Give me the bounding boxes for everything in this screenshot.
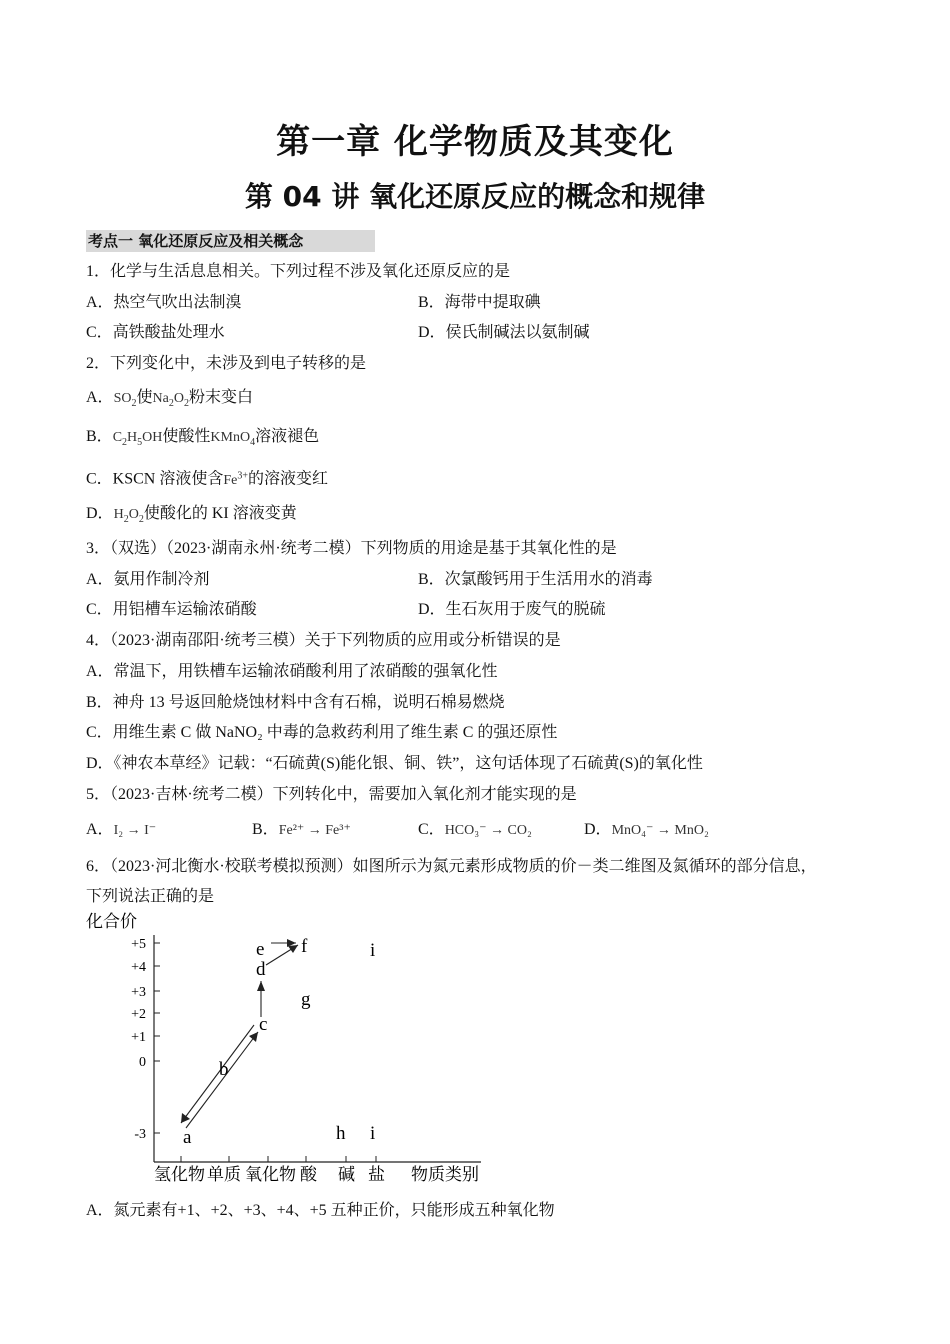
question-5-stem: 5．（2023·吉林·统考二模）下列转化中，需要加入氧化剂才能实现的是 [86, 786, 577, 803]
q5-option-c: C．HCO₃⁻ → CO₂ [418, 821, 532, 838]
arrowheads [181, 939, 298, 1123]
y-tick-label: +2 [131, 1007, 146, 1022]
point-label-i: i [370, 1123, 376, 1144]
arrows [181, 943, 298, 1128]
question-6-stem: 6．（2023·河北衡水·校联考模拟预测）如图所示为氮元素形成物质的价－类二维图及氮循环的部分信息， [86, 858, 817, 875]
y-tick-label: -3 [134, 1127, 146, 1142]
q4-option-b: B．神舟 13 号返回舱烧蚀材料中含有石棉，说明石棉易燃烧 [86, 694, 505, 711]
section-heading: 考点一 氧化还原反应及相关概念 [86, 230, 375, 252]
q4-option-d: D．《神农本草经》记载：“石硫黄(S)能化银、铜、铁”，这句话体现了石硫黄(S)的氧化性 [86, 755, 703, 772]
question-2-stem: 2．下列变化中，未涉及到电子转移的是 [86, 355, 367, 372]
y-tick-label: 0 [139, 1055, 146, 1070]
point-label-g: g [301, 989, 311, 1010]
q3-option-b: B．次氯酸钙用于生活用水的消毒 [418, 571, 653, 588]
y-tick-label: +1 [131, 1030, 146, 1045]
question-1-stem: 1．化学与生活息息相关。下列过程不涉及氧化还原反应的是 [86, 263, 511, 280]
x-tick-label: 氢化物 [154, 1165, 205, 1184]
q2-option-b: B．$C_2H_5OH$使酸性KMnO$_4$溶液褪色 [86, 428, 320, 448]
q2-option-c: C．KSCN 溶液使含$Fe^{3+}$的溶液变红 [86, 470, 329, 488]
formula: KMnO$_4$ [210, 430, 256, 448]
formula: Fe²⁺ → Fe³⁺ [278, 823, 351, 838]
formula: $SO_2$ [113, 391, 137, 409]
q1-option-d: D．侯氏制碱法以氨制碱 [418, 324, 590, 341]
y-tick-label: +4 [131, 960, 146, 975]
q5-option-b: B．Fe²⁺ → Fe³⁺ [252, 821, 351, 838]
x-tick-label: 氧化物 [245, 1165, 296, 1184]
option-label: A． [86, 389, 114, 406]
formula: $H_2O_2$ [113, 507, 144, 525]
point-label-e: e [256, 939, 265, 960]
valence-class-chart [86, 905, 506, 1190]
q2-option-d: D．$H_2O_2$使酸化的 KI 溶液变黄 [86, 505, 297, 525]
arrow-c-to-a [181, 1025, 254, 1123]
q6-option-a: A．氮元素有+1、+2、+3、+4、+5 五种正价，只能形成五种氧化物 [86, 1202, 555, 1219]
formula: $Fe^{3+}$ [223, 470, 248, 488]
point-label-d: d [256, 959, 266, 980]
y-axis-label: 化合价 [86, 912, 137, 931]
q4-option-c: C．用维生素 C 做 NaNO₂ 中毒的急救药利用了维生素 C 的强还原性 [86, 724, 558, 741]
q3-option-d: D．生石灰用于废气的脱硫 [418, 601, 606, 618]
q5-option-d: D．MnO₄⁻ → MnO₂ [584, 821, 709, 838]
q2-option-a: A．$SO_2$使$Na_2O_2$粉末变白 [86, 389, 253, 409]
x-tick-label: 碱 [338, 1165, 355, 1184]
y-tick-label: +3 [131, 985, 146, 1000]
point-label-i: i [370, 940, 376, 961]
point-label-b: b [219, 1059, 229, 1080]
x-tick-label: 单质 [207, 1165, 241, 1184]
point-label-a: a [183, 1127, 192, 1148]
q1-option-c: C．高铁酸盐处理水 [86, 324, 225, 341]
point-label-h: h [336, 1123, 346, 1144]
x-tick-label: 酸 [300, 1165, 317, 1184]
lecture-title: 第 04 讲 氧化还原反应的概念和规律 [244, 180, 706, 213]
point-label-c: c [259, 1014, 268, 1035]
chapter-title: 第一章 化学物质及其变化 [276, 122, 674, 162]
point-label-f: f [301, 936, 308, 957]
q1-option-a: A．热空气吹出法制溴 [86, 294, 242, 311]
arrow-a-to-c [186, 1032, 258, 1128]
x-axis-label: 物质类别 [411, 1165, 479, 1184]
formula: $C_2H_5OH$ [112, 430, 163, 448]
q5-option-a: A．I₂ → I⁻ [86, 821, 157, 838]
formula: $Na_2O_2$ [152, 391, 189, 409]
q3-option-c: C．用铝槽车运输浓硝酸 [86, 601, 257, 618]
q4-option-a: A．常温下，用铁槽车运输浓硝酸利用了浓硝酸的强氧化性 [86, 663, 498, 680]
formula: HCO₃⁻ → CO₂ [444, 823, 532, 838]
formula: I₂ → I⁻ [113, 823, 157, 838]
formula: MnO₄⁻ → MnO₂ [611, 823, 709, 838]
question-3-stem: 3．（双选）（2023·湖南永州·统考二模）下列物质的用途是基于其氧化性的是 [86, 540, 617, 557]
question-4-stem: 4．（2023·湖南邵阳·统考三模）关于下列物质的应用或分析错误的是 [86, 632, 561, 649]
q3-option-a: A．氨用作制冷剂 [86, 571, 210, 588]
question-6-stem-cont: 下列说法正确的是 [86, 888, 215, 905]
x-tick-label: 盐 [368, 1165, 385, 1184]
q1-option-b: B．海带中提取碘 [418, 294, 541, 311]
y-tick-label: +5 [131, 937, 146, 952]
